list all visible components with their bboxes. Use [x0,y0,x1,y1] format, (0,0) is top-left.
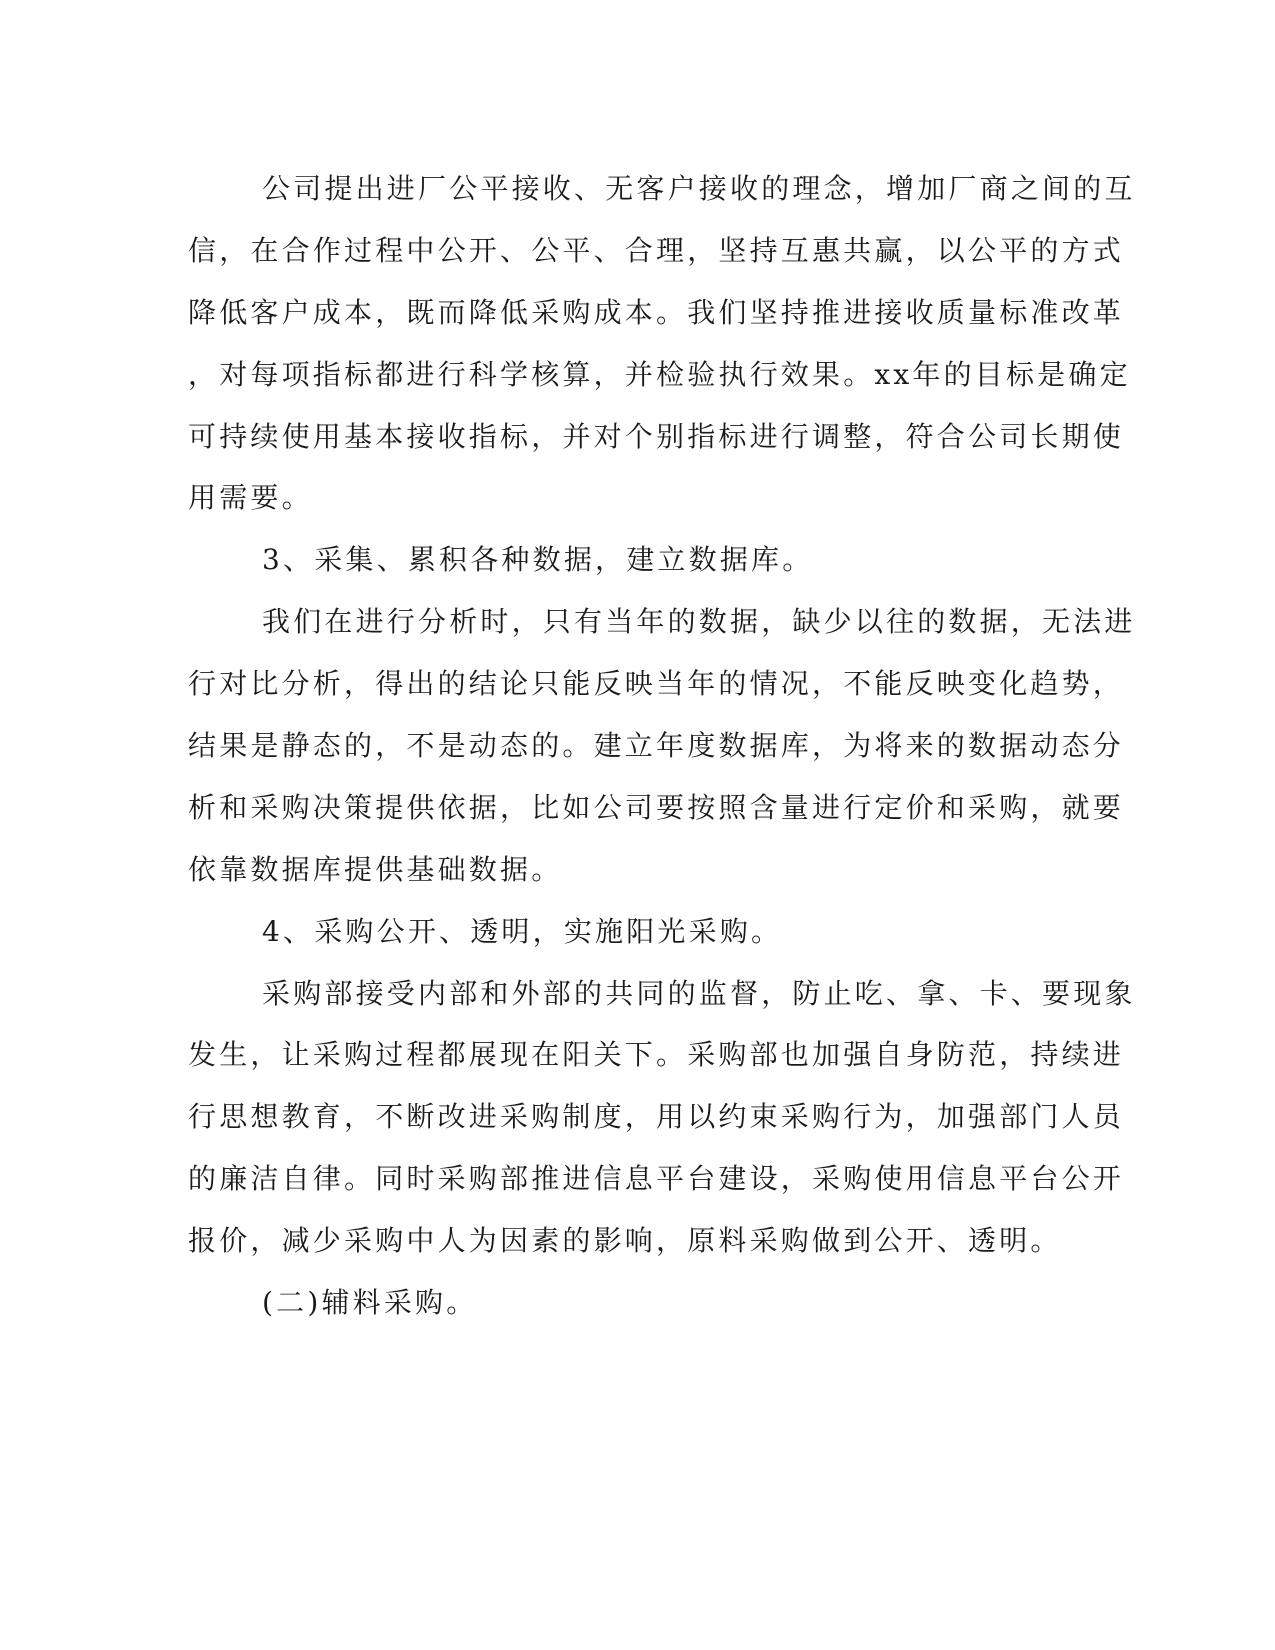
text-line: 我们在进行分析时，只有当年的数据，缺少以往的数据，无法进 [262,605,1136,639]
text-line: 降低客户成本，既而降低采购成本。我们坚持推进接收质量标准改革 [188,295,1125,329]
text-line: 报价，减少采购中人为因素的影响，原料采购做到公开、透明。 [188,1224,1062,1258]
text-line: 结果是静态的，不是动态的。建立年度数据库，为将来的数据动态分 [188,729,1125,763]
text-line: 行思想教育，不断改进采购制度，用以约束采购行为，加强部门人员 [188,1100,1125,1134]
text-line: ，对每项指标都进行科学核算，并检验执行效果。xx年的目标是确定 [188,357,1131,391]
text-line: 行对比分析，得出的结论只能反映当年的情况，不能反映变化趋势， [188,667,1125,701]
text-line: 3、采集、累积各种数据，建立数据库。 [262,543,814,577]
text-line: (二)辅料采购。 [262,1286,478,1320]
text-line: 的廉洁自律。同时采购部推进信息平台建设，采购使用信息平台公开 [188,1162,1125,1196]
text-line: 用需要。 [188,481,313,515]
text-line: 4、采购公开、透明，实施阳光采购。 [262,914,783,948]
text-line: 依靠数据库提供基础数据。 [188,852,563,886]
text-line: 采购部接受内部和外部的共同的监督，防止吃、拿、卡、要现象 [262,976,1136,1010]
text-line: 公司提出进厂公平接收、无客户接收的理念，增加厂商之间的互 [262,172,1136,205]
text-line: 析和采购决策提供依据，比如公司要按照含量进行定价和采购，就要 [188,790,1125,824]
text-line: 信，在合作过程中公开、公平、合理，坚持互惠共赢，以公平的方式 [188,233,1125,267]
text-line: 可持续使用基本接收指标，并对个别指标进行调整，符合公司长期使 [188,419,1125,453]
text-line: 发生，让采购过程都展现在阳关下。采购部也加强自身防范，持续进 [188,1038,1125,1072]
document-body [188,158,1136,1334]
